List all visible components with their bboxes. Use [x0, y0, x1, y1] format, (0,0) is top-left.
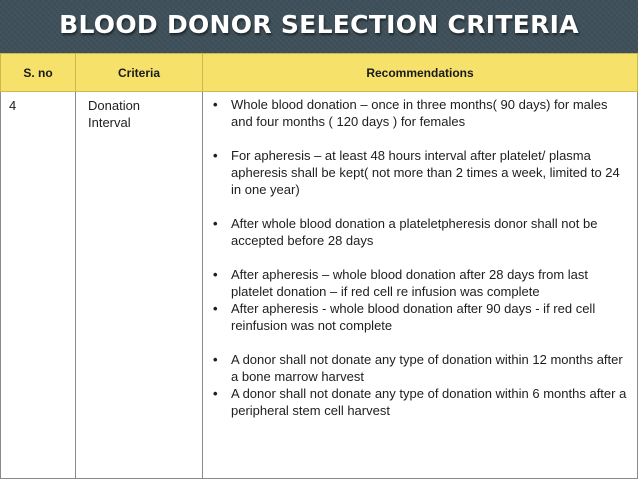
criteria-line-1: Donation	[88, 98, 141, 113]
bullet-icon: •	[213, 216, 218, 231]
recommendation-text: A donor shall not donate any type of donation within 12 months after a bone marrow harvest	[231, 352, 623, 384]
recommendation-text: For apheresis – at least 48 hours interval after platelet/ plasma apheresis shall be kept( not more than 2 times a week, limited to 24 in one year)	[231, 148, 620, 197]
recommendation-text: Whole blood donation – once in three months( 90 days) for males and four months ( 120 days ) for females	[231, 97, 608, 129]
recommendation-text: After apheresis - whole blood donation after 90 days - if red cell reinfusion was not complete	[231, 301, 596, 333]
table-header-row	[1, 54, 638, 92]
recommendation-list	[209, 96, 631, 419]
bullet-icon: •	[213, 97, 218, 112]
slide-title: BLOOD DONOR SELECTION CRITERIA	[59, 10, 579, 39]
recommendation-item	[209, 147, 631, 198]
header-recommendations: Recommendations	[203, 54, 638, 92]
cell-criteria	[76, 92, 203, 479]
recommendation-text: After apheresis – whole blood donation after 28 days from last platelet donation – if red cell re infusion was complete	[231, 267, 588, 299]
bullet-icon: •	[213, 352, 218, 367]
criteria-line-2: Interval	[88, 115, 131, 130]
bullet-icon: •	[213, 148, 218, 163]
bullet-icon: •	[213, 301, 218, 316]
header-criteria: Criteria	[76, 54, 203, 92]
table-row	[1, 92, 638, 479]
recommendation-text: After whole blood donation a plateletpheresis donor shall not be accepted before 28 days	[231, 216, 598, 248]
recommendation-item	[209, 266, 631, 300]
recommendation-item	[209, 385, 631, 419]
criteria-table	[0, 53, 638, 479]
bullet-icon: •	[213, 267, 218, 282]
bullet-icon: •	[213, 386, 218, 401]
recommendation-item	[209, 215, 631, 249]
cell-recommendations	[203, 92, 638, 479]
recommendation-item	[209, 96, 631, 130]
recommendation-item	[209, 300, 631, 334]
recommendation-item	[209, 351, 631, 385]
header-sno: S. no	[1, 54, 76, 92]
cell-sno: 4	[1, 92, 76, 479]
recommendation-text: A donor shall not donate any type of donation within 6 months after a peripheral stem cell harvest	[231, 386, 627, 418]
